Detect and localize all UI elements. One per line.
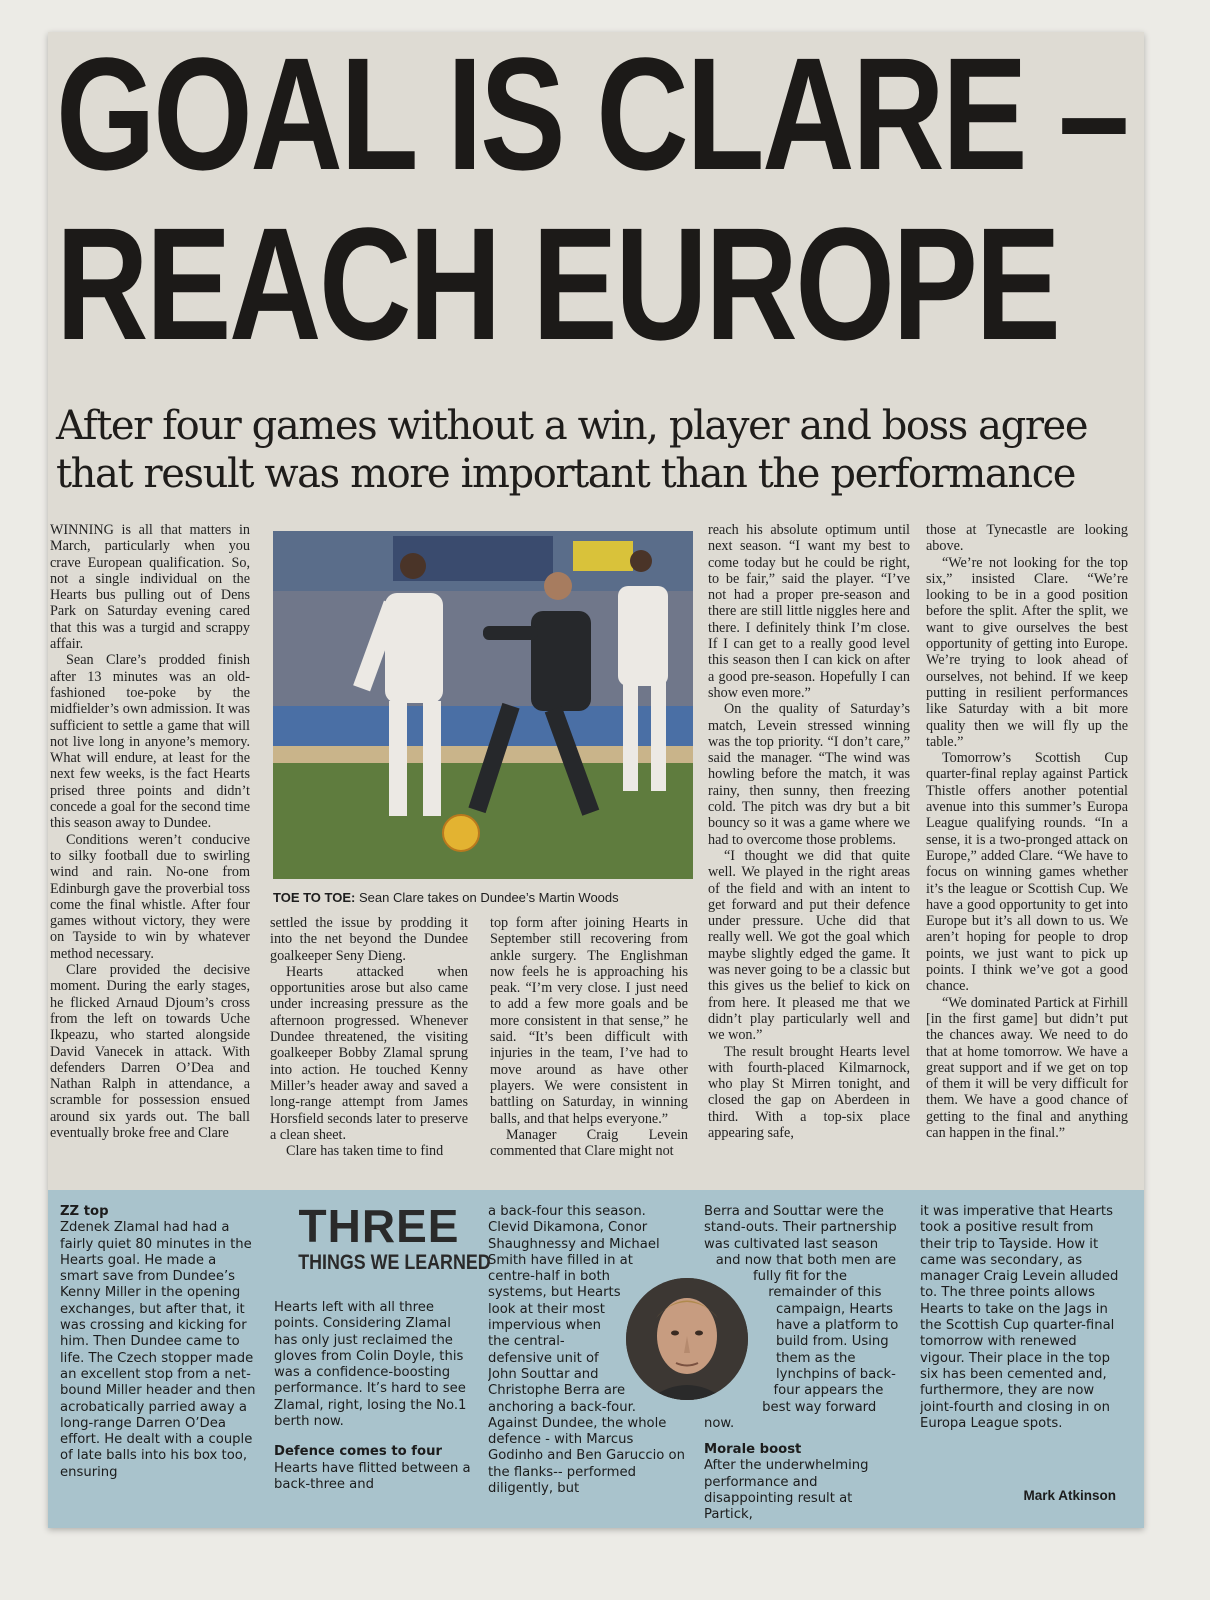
three-things-title <box>284 1200 491 1276</box>
paragraph: those at Tynecastle are looking above. <box>926 522 1128 555</box>
paragraph: reach his absolute optimum until next season. “I want my best to come today but he could be right, to be fair,” said the player. “I’ve not had a proper pre-season and there are still little niggles here and there. I definitely think I’m close. If I can get to a really good level this season then I can kick on after a good pre-season. Hopefully I can show even more.” <box>708 522 910 701</box>
panel-column-5 <box>920 1204 1120 1484</box>
zz-top-text: Zdenek Zlamal had had a fairly quiet 80 minutes in the Hearts goal. He made a smart save from Dundee’s Kenny Miller in the opening exchanges, but after that, it was crossing and kicking for him. Then Dundee came to life. The Czech stopper made an excellent stop from a net-bound Miller header and then acrobatically parried away a long-range Darren O’Dea effort. He dealt with a couple of late balls into his box too, ensuring <box>60 1220 256 1480</box>
result-text: it was imperative that Hearts took a positive result from their trip to Tayside. How it came was secondary, as manager Craig Levein alluded to. The three points allows Hearts to take on the Jags in the Scottish Cup quarter-final tomorrow with renewed vigour. Their place in the top six has been cemented and, furthermore, they are now joint-fourth and closing in on Europa League spots. <box>920 1204 1119 1431</box>
back-four-text: a back-four this season. Clevid Dikamona, Conor Shaughnessy and Michael Smith have filled in at centre-half in both systems, but Hearts look at their most impervious when the central-defensive unit of John Souttar and Christophe Berra are anchoring a back-four. Against Dundee, the whole defence - with Marcus Godinho and Ben Garuccio on the flanks-- performed diligently, but <box>488 1204 685 1497</box>
paragraph: “We dominated Partick at Firhill [in the first game] but didn’t put the chances away. We need to do that at home tomorrow. We have a great support and if we get on top of them it will be very difficult for them. We have a good chance of getting to the final and anything can happen in the final.” <box>926 994 1128 1141</box>
headline-line-2: REACH EUROPE <box>56 194 1059 373</box>
paragraph: Hearts attacked when opportunities arose but also came under increasing pressure as the afternoon progressed. Whenever Dundee threatened, the visiting goalkeeper Bobby Zlamal sprung into action. He touched Kenny Miller’s header away and saved a long-range attempt from James Horsfield seconds later to preserve a clean sheet. <box>270 963 468 1143</box>
morale-text: After the underwhelming performance and disappointing result at Partick, <box>704 1458 869 1523</box>
match-photo <box>273 531 693 879</box>
zz-top-heading: ZZ top <box>60 1204 109 1219</box>
paragraph: Tomorrow’s Scottish Cup quarter-final replay against Partick Thistle offers another potential avenue into this summer’s Europa League qualifying rounds. “In a sense, it is a two-pronged attack on Europe,” added Clare. “We have to focus on winning games whether it’s the league or Scottish Cup. We have a good opportunity to get into Europe but it’s all down to us. We aren’t hoping for people to drop points, we just want to pick up points. I think we’ve got a good chance. <box>926 750 1128 995</box>
article-column-3 <box>490 915 688 1185</box>
headline-line-1: GOAL IS CLARE – <box>56 24 1128 203</box>
zlamal-continued-text: Hearts left with all three points. Considering Zlamal has only just reclaimed the gloves from Colin Doyle, this was a confidence-boosting performance. It’s hard to see Zlamal, right, losing the No.1 berth now. <box>274 1300 467 1430</box>
paragraph: WINNING is all that matters in March, particularly when you crave European qualification. So, not a single individual on the Hearts bus pulling out of Dens Park on Saturday evening cared that this was a turgid and scrappy affair. <box>50 522 250 653</box>
morale-heading: Morale boost <box>704 1442 802 1458</box>
caption-text: Sean Clare takes on Dundee’s Martin Woods <box>355 890 619 905</box>
defence-text: Hearts have flitted between a back-three and <box>274 1460 471 1492</box>
paragraph: “I thought we did that quite well. We played in the right areas of the field and with an intent to get forward and put their defence under pressure. Uche did that really well. We got the goal which maybe slightly edged the game. It was never going to be a classic but this gives us the belief to kick on from here. It pleased me that we didn’t play particularly well and we won.” <box>708 847 910 1044</box>
three-things-panel <box>48 1190 1144 1528</box>
paragraph: top form after joining Hearts in September still recovering from ankle surgery. The Englishman now feels he is approaching his peak. “I’m very close. I just need to add a few more goals and be more consistent in that sense,” he said. “It’s been difficult with injuries in the team, I’ve had to move around as have other players. We were consistent in battling on Saturday, in winning balls, and that helps everyone.” <box>490 915 688 1127</box>
things-we-learned-title: THINGS WE LEARNED <box>298 1251 491 1274</box>
standfirst: After four games without a win, player and boss agree that result was more important than the performance <box>56 403 1088 497</box>
paragraph: Clare provided the decisive moment. During the early stages, he flicked Arnaud Djoum’s cross from the left on towards Uche Ikpeazu, who started alongside David Vanecek in attack. With defenders Darren O’Dea and Nathan Ralph in attendance, a scramble for possession ensued around six yards out. The ball eventually broke free and Clare <box>50 962 250 1141</box>
paragraph: Conditions weren’t conducive to silky football due to swirling wind and rain. No-one from Edinburgh gave the proverbial toss come the final whistle. After four games without victory, they were on Tayside to win by whatever method necessary. <box>50 831 250 962</box>
partnership-text: Berra and Souttar were the stand-outs. Their partnership was cultivated last season and now that both men are fully fit for the remainder of this campaign, Hearts have a platform to build from. Using them as the lynchpins of back-four appears the best way forward now. <box>704 1204 899 1431</box>
article-column-1 <box>50 522 250 1192</box>
paragraph: Sean Clare’s prodded finish after 13 minutes was an old-fashioned toe-poke by the midfielder’s own admission. It was sufficient to settle a game that will not live long in anyone’s memory. What will endure, at least for the next few weeks, is the fact Hearts prised three points and didn’t concede a goal for the second time this season away to Dundee. <box>50 652 250 832</box>
portrait-illustration <box>626 1278 748 1400</box>
defence-heading: Defence comes to four <box>274 1444 442 1460</box>
paragraph: Manager Craig Levein commented that Clare might not <box>490 1126 688 1160</box>
panel-column-2 <box>274 1300 474 1524</box>
article-column-2 <box>270 915 468 1185</box>
player-portrait <box>626 1278 748 1400</box>
paragraph: Clare has taken time to find <box>286 1143 444 1160</box>
photo-caption <box>273 890 703 905</box>
article-column-5 <box>926 522 1128 1187</box>
paragraph: On the quality of Saturday’s match, Levein stressed winning was the top priority. “I don’t care,” said the manager. “The wind was howling before the match, it was rainy, then sunny, then freezing cold. The pitch was dry but a bit bouncy so it was a game where we had to overcome those problems. <box>708 701 910 848</box>
byline: Mark Atkinson <box>1023 1488 1116 1503</box>
newspaper-clipping <box>48 24 1144 1528</box>
panel-column-1 <box>60 1204 256 1524</box>
article-column-4 <box>708 522 910 1187</box>
paragraph: “We’re not looking for the top six,” insisted Clare. “We’re looking to be in a good position before the split. After the split, we want to give ourselves the best opportunity of getting into Europe. We’re trying to look ahead of ourselves, not behind. If we keep putting in resilient performances like Saturday with a bit more quality then we will fly up the table.” <box>926 554 1128 750</box>
paragraph: The result brought Hearts level with fourth-placed Kilmarnock, who play St Mirren tonight, and closed the gap on Aberdeen in third. With a top-six place appearing safe, <box>708 1043 910 1141</box>
football-photo-illustration <box>273 531 693 879</box>
caption-label: TOE TO TOE: <box>273 890 356 905</box>
paragraph: settled the issue by prodding it into the net beyond the Dundee goalkeeper Seny Dieng. <box>270 915 468 964</box>
three-title: THREE <box>298 1200 460 1252</box>
